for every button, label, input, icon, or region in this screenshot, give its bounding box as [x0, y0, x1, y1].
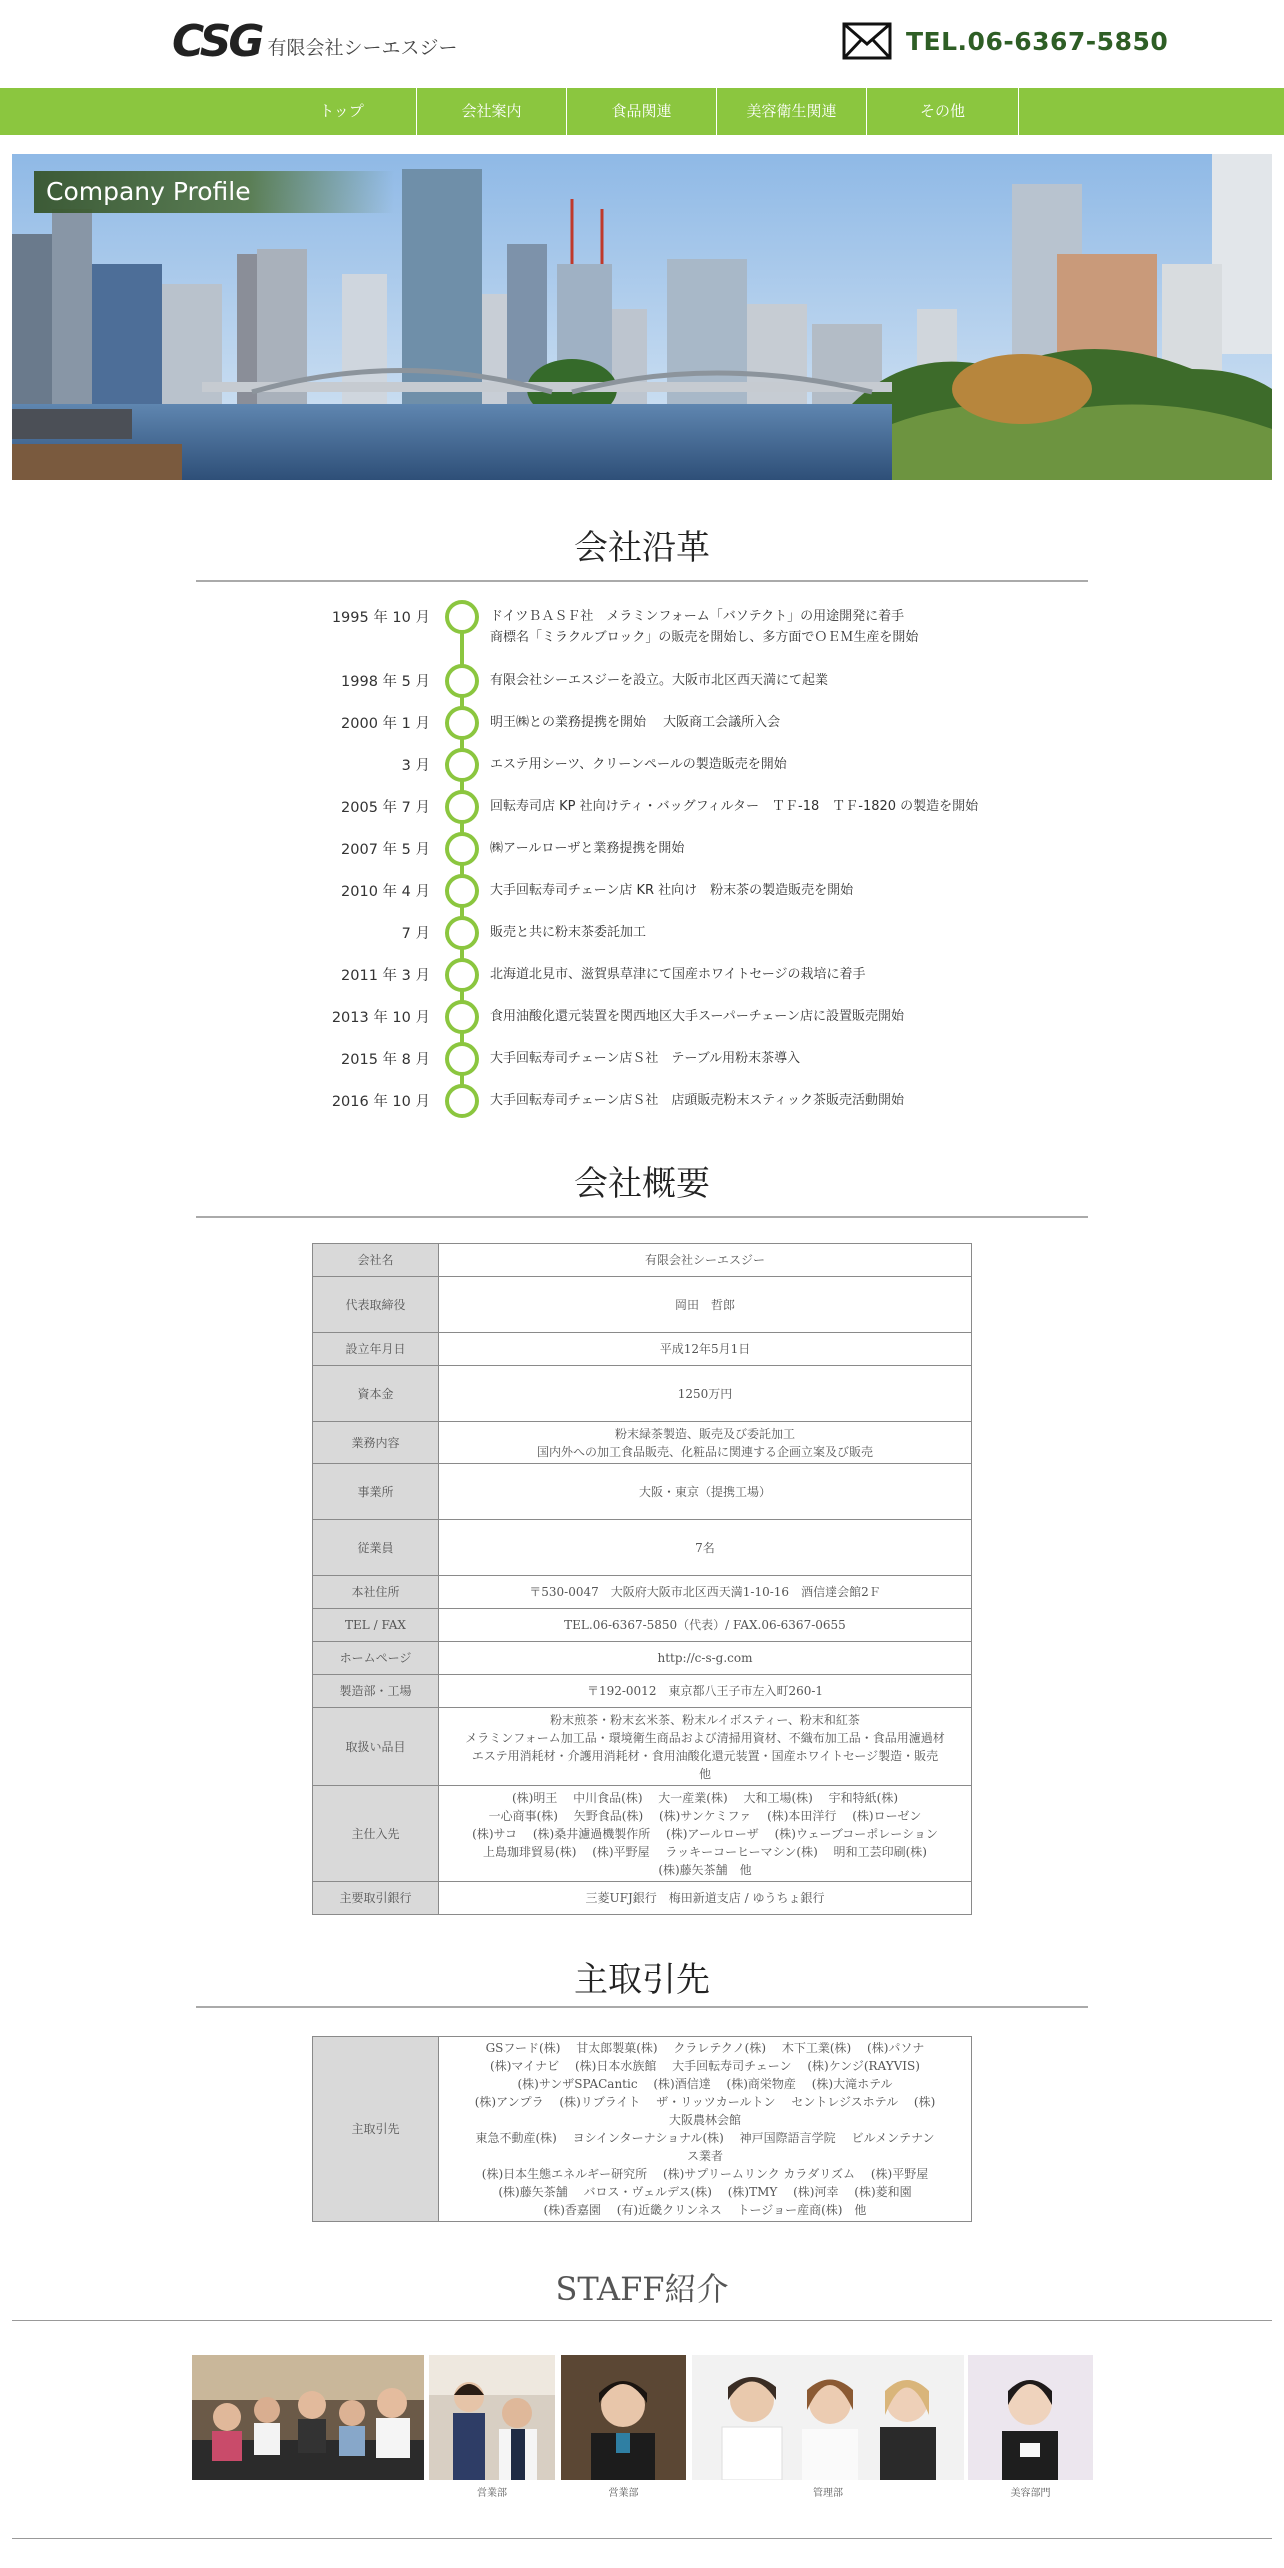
table-row: [313, 1366, 972, 1422]
table-value-line: 他: [698, 1766, 711, 1781]
client-line: ス業者: [686, 2149, 723, 2163]
timeline-date: 2005 年 7 月: [341, 800, 430, 816]
table-label: 代表取締役: [313, 1277, 439, 1333]
table-value: 有限会社シーエスジー: [439, 1244, 972, 1277]
clients-title: 主取引先: [574, 1960, 710, 2000]
timeline-text: [490, 606, 1090, 648]
table-value-line: 粉末緑茶製造、販売及び委託加工: [614, 1426, 795, 1441]
timeline-text: 明王㈱との業務提携を開始 大阪商工会議所入会: [490, 715, 781, 730]
table-value-line: (株)藤矢茶舗 他: [658, 1862, 752, 1877]
table-value: 〒530-0047 大阪府大阪市北区西天満1-10-16 酒信達会館2Ｆ: [439, 1576, 972, 1609]
table-row: [313, 2037, 972, 2222]
table-label: 会社名: [313, 1244, 439, 1277]
logo-mark: CSG: [172, 16, 262, 67]
nav-item-other[interactable]: その他: [867, 88, 1019, 135]
timeline-dot: [445, 790, 479, 824]
timeline-dot: [445, 1042, 479, 1076]
table-row: [313, 1786, 972, 1882]
table-label: 事業所: [313, 1464, 439, 1520]
client-line: 大阪農林会館: [668, 2113, 741, 2127]
client-line: (株)マイナビ (株)日本水族館 大手回転寿司チェーン (株)ケンジ(RAYVIS): [490, 2059, 920, 2073]
overview-table: [312, 1243, 972, 1915]
table-value-line: エステ用消耗材・介護用消耗材・食用油酸化還元装置・国産ホワイトセージ製造・販売: [471, 1748, 939, 1763]
timeline-text: エステ用シーツ、クリーンペールの製造販売を開始: [490, 757, 787, 772]
staff-photo-sales-1: [429, 2355, 555, 2480]
table-label: ホームページ: [313, 1642, 439, 1675]
table-label: 製造部・工場: [313, 1675, 439, 1708]
staff-caption: 営業部: [477, 2488, 507, 2499]
table-row: [313, 1464, 972, 1520]
table-row: [313, 1642, 972, 1675]
main-nav: [0, 88, 1284, 135]
timeline-date: 2015 年 8 月: [341, 1052, 430, 1068]
nav-item-top[interactable]: トップ: [267, 88, 417, 135]
table-label: TEL / FAX: [313, 1609, 439, 1642]
table-value: 平成12年5月1日: [439, 1333, 972, 1366]
nav-item-company[interactable]: 会社案内: [417, 88, 567, 135]
timeline-date: 2000 年 1 月: [341, 716, 430, 732]
timeline-text: 大手回転寿司チェーン店Ｓ社 店頭販売粉末スティック茶販売活動開始: [490, 1093, 905, 1108]
timeline-dot: [445, 748, 479, 782]
hero-banner: [12, 154, 1272, 480]
table-value-line: (株)サコ (株)桑井濾過機製作所 (株)アールローザ (株)ウェーブコーポレーション: [472, 1826, 938, 1841]
table-label: 主要取引銀行: [313, 1882, 439, 1915]
timeline-date: 2010 年 4 月: [341, 884, 430, 900]
table-row: [313, 1609, 972, 1642]
staff-caption: 管理部: [813, 2488, 843, 2499]
company-name: 有限会社シーエスジー: [267, 37, 458, 59]
table-value: [439, 1422, 972, 1464]
table-value: 三菱UFJ銀行 梅田新道支店 / ゆうちょ銀行: [439, 1882, 972, 1915]
overview-rule: [196, 1216, 1088, 1218]
staff-caption: 営業部: [608, 2488, 639, 2499]
timeline-text: 大手回転寿司チェーン店 KR 社向け 粉末茶の製造販売を開始: [490, 883, 854, 898]
timeline-dot: [445, 1084, 479, 1118]
table-row: [313, 1675, 972, 1708]
table-row: [313, 1882, 972, 1915]
table-value: TEL.06-6367-5850（代表）/ FAX.06-6367-0655: [439, 1609, 972, 1642]
timeline-date: 2007 年 5 月: [341, 842, 430, 858]
staff-photo-group: [192, 2355, 424, 2480]
history-rule: [196, 580, 1088, 582]
bottom-rule: [12, 2538, 1272, 2539]
table-label: 主仕入先: [313, 1786, 439, 1882]
table-value-line: (株)明王 中川食品(株) 大一産業(株) 大和工場(株) 宇和特紙(株): [511, 1790, 899, 1805]
timeline-dot: [445, 664, 479, 698]
nav-item-beauty[interactable]: 美容衛生関連: [717, 88, 867, 135]
timeline-dot: [445, 706, 479, 740]
table-label: 取扱い品目: [313, 1708, 439, 1786]
table-value-line: 一心商事(株) 矢野食品(株) (株)サンケミファ (株)本田洋行 (株)ローゼン: [488, 1808, 922, 1823]
timeline-dot: [445, 958, 479, 992]
table-label: 業務内容: [313, 1422, 439, 1464]
contact-info: [842, 22, 1168, 60]
timeline-date: 7 月: [401, 926, 430, 942]
nav-item-food[interactable]: 食品関連: [567, 88, 717, 135]
table-value-line: メラミンフォーム加工品・環境衛生商品および清掃用資材、不織布加工品・食品用濾過材: [465, 1730, 945, 1745]
timeline-text-line: 商標名「ミラクルブロック」の販売を開始し、多方面でＯＥＭ生産を開始: [490, 630, 919, 645]
client-line: GSフード(株) 甘太郎製菓(株) クラレテクノ(株) 木下工業(株) (株)パソナ: [485, 2041, 925, 2055]
timeline-dot: [445, 600, 479, 634]
site-header: [0, 0, 1284, 88]
staff-photo-sales-2: [561, 2355, 686, 2480]
table-label: 従業員: [313, 1520, 439, 1576]
timeline-dot: [445, 832, 479, 866]
timeline-date: 3 月: [401, 758, 430, 774]
staff-photo-beauty: [968, 2355, 1093, 2480]
staff-caption: 美容部門: [1010, 2488, 1051, 2499]
timeline-text: ㈱アールローザと業務提携を開始: [490, 841, 685, 856]
timeline-text: 販売と共に粉末茶委託加工: [490, 925, 647, 940]
tel-number[interactable]: TEL.06-6367-5850: [906, 26, 1169, 56]
table-value: 〒192-0012 東京都八王子市左入町260-1: [439, 1675, 972, 1708]
table-row: [313, 1333, 972, 1366]
table-value-line: 上島珈琲貿易(株) (株)平野屋 ラッキーコーヒーマシン(株) 明和工芸印刷(株): [483, 1844, 927, 1859]
timeline-dot: [445, 916, 479, 950]
timeline-text: 北海道北見市、滋賀県草津にて国産ホワイトセージの栽培に着手: [490, 967, 866, 982]
table-label: 設立年月日: [313, 1333, 439, 1366]
timeline-date: 2011 年 3 月: [341, 968, 430, 984]
timeline-text: 回転寿司店 KP 社向けティ・バッグフィルター ＴＦ-18 ＴＦ-1820 の製造を開始: [490, 799, 979, 814]
client-line: (株)香嘉園 (有)近畿クリンネス トージョー産商(株) 他: [543, 2203, 867, 2217]
timeline-text: 食用油酸化還元装置を関西地区大手スーパーチェーン店に設置販売開始: [490, 1009, 905, 1024]
timeline-dot: [445, 874, 479, 908]
timeline-date: 2013 年 10 月: [331, 1010, 430, 1026]
history-title: 会社沿革: [574, 528, 710, 568]
table-label: 資本金: [313, 1366, 439, 1422]
timeline-date: 1995 年 10 月: [331, 610, 430, 626]
table-label: 本社住所: [313, 1576, 439, 1609]
table-value: 岡田 哲郎: [439, 1277, 972, 1333]
client-line: (株)サンザSPACantic (株)酒信達 (株)商栄物産 (株)大滝ホテル: [517, 2077, 893, 2091]
logo[interactable]: [172, 16, 458, 67]
table-row: [313, 1576, 972, 1609]
timeline-date: 1998 年 5 月: [341, 674, 430, 690]
table-value-line: 粉末煎茶・粉末玄米茶、粉末ルイボスティー、粉末和紅茶: [550, 1712, 860, 1727]
table-value-line: 国内外への加工食品販売、化粧品に関連する企画立案及び販売: [536, 1444, 873, 1459]
clients-table: [312, 2036, 972, 2222]
timeline-date: 2016 年 10 月: [331, 1094, 430, 1110]
table-value: 7名: [439, 1520, 972, 1576]
timeline-text: 有限会社シーエスジーを設立。大阪市北区西天満にて起業: [490, 673, 829, 688]
table-value: [439, 1786, 972, 1882]
staff-rule: [12, 2320, 1272, 2321]
overview-title: 会社概要: [574, 1164, 710, 1204]
clients-rule: [196, 2006, 1088, 2008]
hero-label: Company Profile: [34, 171, 394, 213]
staff-title: STAFF紹介: [555, 2270, 729, 2308]
table-row: [313, 1708, 972, 1786]
table-row: [313, 1244, 972, 1277]
timeline-text: 大手回転寿司チェーン店Ｓ社 テーブル用粉末茶導入: [490, 1051, 801, 1066]
table-row: [313, 1520, 972, 1576]
staff-photo-management: [692, 2355, 964, 2480]
client-line: (株)藤矢茶舗 バロス・ヴェルデス(株) (株)TMY (株)河幸 (株)菱和園: [498, 2185, 912, 2199]
table-value: 1250万円: [439, 1366, 972, 1422]
client-line: 東急不動産(株) ヨシインターナショナル(株) 神戸国際語言学院 ビルメンテナン: [475, 2131, 935, 2145]
table-label: 主取引先: [313, 2037, 439, 2222]
client-line: (株)日本生態エネルギー研究所 (株)サプリームリンク カラダリズム (株)平野屋: [481, 2167, 929, 2181]
homepage-link[interactable]: http://c-s-g.com: [439, 1642, 972, 1675]
client-line: (株)アンプラ (株)リブライト ザ・リッツカールトン セントレジスホテル (株): [474, 2095, 936, 2109]
timeline-dot: [445, 1000, 479, 1034]
table-value: 大阪・東京（提携工場）: [439, 1464, 972, 1520]
table-row: [313, 1277, 972, 1333]
table-row: [313, 1422, 972, 1464]
clients-list: [439, 2037, 972, 2222]
mail-icon[interactable]: [842, 22, 892, 60]
table-value: [439, 1708, 972, 1786]
timeline-text-line: ドイツＢＡＳＦ社 メラミンフォーム「バソテクト」の用途開発に着手: [490, 609, 905, 624]
